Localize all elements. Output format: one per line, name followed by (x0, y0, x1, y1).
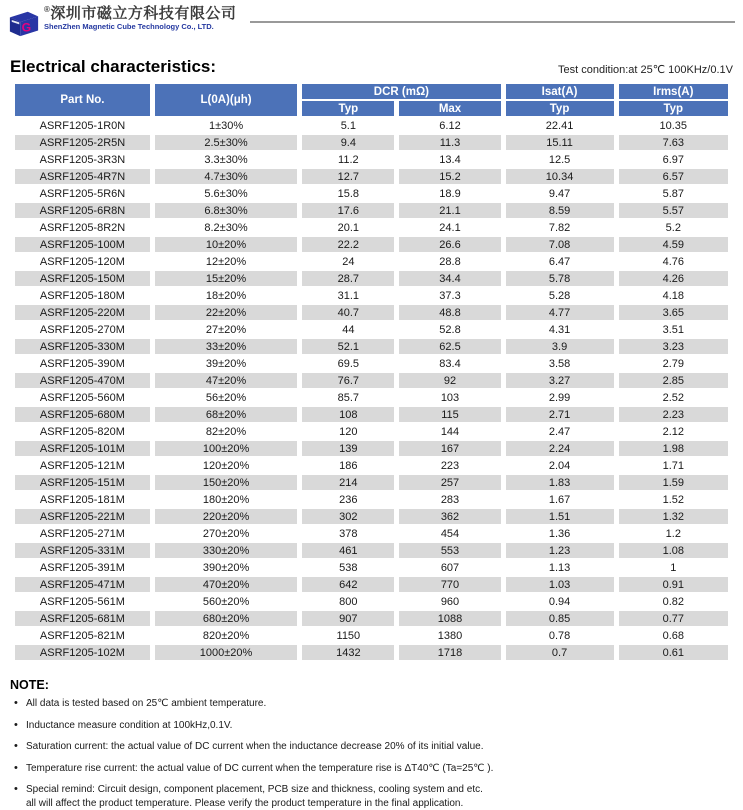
value-cell: 7.08 (506, 237, 614, 252)
value-cell: 5.78 (506, 271, 614, 286)
value-cell: 12.7 (302, 169, 394, 184)
value-cell: 85.7 (302, 390, 394, 405)
table-row (15, 322, 728, 337)
value-cell: 1.03 (506, 577, 614, 592)
value-cell: 5.1 (302, 118, 394, 133)
value-cell: 28.7 (302, 271, 394, 286)
value-cell: 76.7 (302, 373, 394, 388)
value-cell: 28.8 (399, 254, 500, 269)
value-cell: 3.51 (619, 322, 728, 337)
value-cell: 15.2 (399, 169, 500, 184)
part-no-cell: ASRF1205-8R2N (15, 220, 150, 235)
value-cell: 378 (302, 526, 394, 541)
value-cell: 62.5 (399, 339, 500, 354)
value-cell: 3.58 (506, 356, 614, 371)
value-cell: 9.47 (506, 186, 614, 201)
value-cell: 2.23 (619, 407, 728, 422)
value-cell: 4.26 (619, 271, 728, 286)
part-no-cell: ASRF1205-561M (15, 594, 150, 609)
note-item: • Inductance measure condition at 100kHz,0.1V. (12, 720, 743, 733)
value-cell: 13.4 (399, 152, 500, 167)
table-row (15, 475, 728, 490)
part-no-cell: ASRF1205-220M (15, 305, 150, 320)
value-cell: 390±20% (155, 560, 297, 575)
value-cell: 1.23 (506, 543, 614, 558)
value-cell: 8.2±30% (155, 220, 297, 235)
note-list (12, 698, 743, 810)
col-subheader-isat-typ: Typ (506, 101, 614, 116)
col-subheader-dcr-typ: Typ (302, 101, 394, 116)
value-cell: 2.85 (619, 373, 728, 388)
value-cell: 37.3 (399, 288, 500, 303)
logo-cube-icon (8, 8, 40, 43)
value-cell: 4.76 (619, 254, 728, 269)
value-cell: 186 (302, 458, 394, 473)
value-cell: 1150 (302, 628, 394, 643)
part-no-cell: ASRF1205-560M (15, 390, 150, 405)
value-cell: 1 (619, 560, 728, 575)
value-cell: 11.2 (302, 152, 394, 167)
value-cell: 1.83 (506, 475, 614, 490)
value-cell: 800 (302, 594, 394, 609)
table-row (15, 339, 728, 354)
value-cell: 560±20% (155, 594, 297, 609)
value-cell: 17.6 (302, 203, 394, 218)
table-row (15, 509, 728, 524)
value-cell: 3.9 (506, 339, 614, 354)
value-cell: 83.4 (399, 356, 500, 371)
value-cell: 2.71 (506, 407, 614, 422)
value-cell: 2.47 (506, 424, 614, 439)
value-cell: 236 (302, 492, 394, 507)
part-no-cell: ASRF1205-680M (15, 407, 150, 422)
table-row (15, 526, 728, 541)
value-cell: 18±20% (155, 288, 297, 303)
col-header-dcr: DCR (mΩ) (302, 84, 500, 99)
table-row (15, 254, 728, 269)
value-cell: 1.36 (506, 526, 614, 541)
value-cell: 22.2 (302, 237, 394, 252)
part-no-cell: ASRF1205-820M (15, 424, 150, 439)
part-no-cell: ASRF1205-471M (15, 577, 150, 592)
value-cell: 330±20% (155, 543, 297, 558)
col-subheader-irms-typ: Typ (619, 101, 728, 116)
value-cell: 362 (399, 509, 500, 524)
value-cell: 167 (399, 441, 500, 456)
value-cell: 10.34 (506, 169, 614, 184)
value-cell: 15.8 (302, 186, 394, 201)
value-cell: 68±20% (155, 407, 297, 422)
table-row (15, 407, 728, 422)
value-cell: 22.41 (506, 118, 614, 133)
title-row (0, 43, 743, 80)
part-no-cell: ASRF1205-121M (15, 458, 150, 473)
value-cell: 18.9 (399, 186, 500, 201)
value-cell: 607 (399, 560, 500, 575)
part-no-cell: ASRF1205-180M (15, 288, 150, 303)
col-header-isat: Isat(A) (506, 84, 614, 99)
value-cell: 2.12 (619, 424, 728, 439)
header-divider-line (250, 21, 735, 23)
part-no-cell: ASRF1205-331M (15, 543, 150, 558)
value-cell: 5.57 (619, 203, 728, 218)
value-cell: 2.04 (506, 458, 614, 473)
part-no-cell: ASRF1205-151M (15, 475, 150, 490)
value-cell: 1.13 (506, 560, 614, 575)
value-cell: 103 (399, 390, 500, 405)
value-cell: 0.94 (506, 594, 614, 609)
part-no-cell: ASRF1205-391M (15, 560, 150, 575)
value-cell: 1.32 (619, 509, 728, 524)
value-cell: 52.1 (302, 339, 394, 354)
value-cell: 2.24 (506, 441, 614, 456)
value-cell: 44 (302, 322, 394, 337)
value-cell: 3.3±30% (155, 152, 297, 167)
table-row (15, 237, 728, 252)
value-cell: 10±20% (155, 237, 297, 252)
part-no-cell: ASRF1205-470M (15, 373, 150, 388)
value-cell: 40.7 (302, 305, 394, 320)
value-cell: 0.68 (619, 628, 728, 643)
part-no-cell: ASRF1205-390M (15, 356, 150, 371)
table-row (15, 169, 728, 184)
note-item: all will affect the product temperature. Please verify the product temperature in the final application. (12, 798, 743, 810)
value-cell: 454 (399, 526, 500, 541)
value-cell: 0.82 (619, 594, 728, 609)
value-cell: 48.8 (399, 305, 500, 320)
table-row (15, 152, 728, 167)
value-cell: 1.59 (619, 475, 728, 490)
table-row (15, 373, 728, 388)
brand-text (44, 6, 236, 31)
value-cell: 20.1 (302, 220, 394, 235)
value-cell: 120±20% (155, 458, 297, 473)
value-cell: 21.1 (399, 203, 500, 218)
note-heading: NOTE: (10, 678, 743, 692)
brand-band (0, 6, 743, 43)
table-row (15, 118, 728, 133)
value-cell: 22±20% (155, 305, 297, 320)
value-cell: 1.67 (506, 492, 614, 507)
value-cell: 1±30% (155, 118, 297, 133)
value-cell: 4.59 (619, 237, 728, 252)
value-cell: 12±20% (155, 254, 297, 269)
value-cell: 220±20% (155, 509, 297, 524)
value-cell: 56±20% (155, 390, 297, 405)
value-cell: 680±20% (155, 611, 297, 626)
value-cell: 960 (399, 594, 500, 609)
value-cell: 150±20% (155, 475, 297, 490)
value-cell: 92 (399, 373, 500, 388)
value-cell: 0.61 (619, 645, 728, 660)
value-cell: 39±20% (155, 356, 297, 371)
part-no-cell: ASRF1205-221M (15, 509, 150, 524)
value-cell: 0.7 (506, 645, 614, 660)
value-cell: 7.63 (619, 135, 728, 150)
value-cell: 2.5±30% (155, 135, 297, 150)
table-row (15, 271, 728, 286)
table-row (15, 203, 728, 218)
value-cell: 2.79 (619, 356, 728, 371)
value-cell: 4.18 (619, 288, 728, 303)
value-cell: 12.5 (506, 152, 614, 167)
company-name-cn: ®深圳市磁立方科技有限公司 (44, 6, 236, 22)
table-row (15, 441, 728, 456)
value-cell: 214 (302, 475, 394, 490)
value-cell: 1.98 (619, 441, 728, 456)
company-name-en: ShenZhen Magnetic Cube Technology Co., LTD. (44, 23, 236, 31)
value-cell: 0.85 (506, 611, 614, 626)
value-cell: 4.77 (506, 305, 614, 320)
value-cell: 302 (302, 509, 394, 524)
col-header-irms: Irms(A) (619, 84, 728, 99)
part-no-cell: ASRF1205-681M (15, 611, 150, 626)
value-cell: 47±20% (155, 373, 297, 388)
value-cell: 1.52 (619, 492, 728, 507)
value-cell: 5.6±30% (155, 186, 297, 201)
value-cell: 1.51 (506, 509, 614, 524)
value-cell: 6.57 (619, 169, 728, 184)
value-cell: 3.65 (619, 305, 728, 320)
part-no-cell: ASRF1205-101M (15, 441, 150, 456)
value-cell: 82±20% (155, 424, 297, 439)
table-row (15, 356, 728, 371)
value-cell: 4.7±30% (155, 169, 297, 184)
table-row (15, 424, 728, 439)
value-cell: 0.78 (506, 628, 614, 643)
part-no-cell: ASRF1205-330M (15, 339, 150, 354)
table-row (15, 628, 728, 643)
part-no-cell: ASRF1205-181M (15, 492, 150, 507)
value-cell: 33±20% (155, 339, 297, 354)
test-condition-label: Test condition:at 25℃ 100KHz/0.1V (558, 63, 733, 77)
value-cell: 770 (399, 577, 500, 592)
value-cell: 4.31 (506, 322, 614, 337)
value-cell: 3.27 (506, 373, 614, 388)
value-cell: 3.23 (619, 339, 728, 354)
part-no-cell: ASRF1205-3R3N (15, 152, 150, 167)
value-cell: 642 (302, 577, 394, 592)
value-cell: 31.1 (302, 288, 394, 303)
value-cell: 223 (399, 458, 500, 473)
part-no-cell: ASRF1205-5R6N (15, 186, 150, 201)
table-row (15, 135, 728, 150)
table-head (15, 84, 728, 116)
part-no-cell: ASRF1205-1R0N (15, 118, 150, 133)
value-cell: 24 (302, 254, 394, 269)
value-cell: 2.99 (506, 390, 614, 405)
value-cell: 8.59 (506, 203, 614, 218)
table-body (15, 118, 728, 660)
value-cell: 11.3 (399, 135, 500, 150)
value-cell: 34.4 (399, 271, 500, 286)
value-cell: 820±20% (155, 628, 297, 643)
value-cell: 7.82 (506, 220, 614, 235)
table-row (15, 305, 728, 320)
value-cell: 6.47 (506, 254, 614, 269)
table-row (15, 288, 728, 303)
col-header-part-no: Part No. (15, 84, 150, 116)
value-cell: 15±20% (155, 271, 297, 286)
value-cell: 2.52 (619, 390, 728, 405)
value-cell: 120 (302, 424, 394, 439)
value-cell: 1000±20% (155, 645, 297, 660)
value-cell: 27±20% (155, 322, 297, 337)
col-header-inductance: L(0A)(μh) (155, 84, 297, 116)
value-cell: 1.08 (619, 543, 728, 558)
value-cell: 283 (399, 492, 500, 507)
page-title: Electrical characteristics: (10, 57, 216, 77)
value-cell: 461 (302, 543, 394, 558)
value-cell: 1.71 (619, 458, 728, 473)
value-cell: 9.4 (302, 135, 394, 150)
value-cell: 0.77 (619, 611, 728, 626)
part-no-cell: ASRF1205-100M (15, 237, 150, 252)
value-cell: 5.2 (619, 220, 728, 235)
table-row (15, 458, 728, 473)
value-cell: 10.35 (619, 118, 728, 133)
electrical-characteristics-table (10, 82, 733, 662)
value-cell: 5.87 (619, 186, 728, 201)
value-cell: 100±20% (155, 441, 297, 456)
value-cell: 108 (302, 407, 394, 422)
col-subheader-dcr-max: Max (399, 101, 500, 116)
table-row (15, 220, 728, 235)
value-cell: 1432 (302, 645, 394, 660)
table-row (15, 645, 728, 660)
value-cell: 5.28 (506, 288, 614, 303)
value-cell: 69.5 (302, 356, 394, 371)
part-no-cell: ASRF1205-821M (15, 628, 150, 643)
value-cell: 907 (302, 611, 394, 626)
table-row (15, 186, 728, 201)
value-cell: 257 (399, 475, 500, 490)
value-cell: 1.2 (619, 526, 728, 541)
value-cell: 6.8±30% (155, 203, 297, 218)
value-cell: 6.97 (619, 152, 728, 167)
part-no-cell: ASRF1205-150M (15, 271, 150, 286)
table-row (15, 543, 728, 558)
table-row (15, 594, 728, 609)
registered-mark: ® (44, 5, 50, 14)
note-item: • All data is tested based on 25℃ ambient temperature. (12, 698, 743, 711)
value-cell: 180±20% (155, 492, 297, 507)
value-cell: 553 (399, 543, 500, 558)
part-no-cell: ASRF1205-271M (15, 526, 150, 541)
value-cell: 52.8 (399, 322, 500, 337)
part-no-cell: ASRF1205-120M (15, 254, 150, 269)
note-item: • Saturation current: the actual value of DC current when the inductance decrease 20% of its initial value. (12, 741, 743, 754)
part-no-cell: ASRF1205-102M (15, 645, 150, 660)
table-row (15, 390, 728, 405)
note-item: • Temperature rise current: the actual value of DC current when the temperature rise is ΔT40℃ (Ta=25℃ ). (12, 763, 743, 776)
svg-text:G: G (22, 20, 32, 34)
part-no-cell: ASRF1205-2R5N (15, 135, 150, 150)
table-row (15, 611, 728, 626)
value-cell: 139 (302, 441, 394, 456)
note-item: • Special remind: Circuit design, component placement, PCB size and thickness, cooling system and etc. (12, 784, 743, 797)
value-cell: 1718 (399, 645, 500, 660)
value-cell: 15.11 (506, 135, 614, 150)
table-row (15, 577, 728, 592)
value-cell: 1088 (399, 611, 500, 626)
value-cell: 270±20% (155, 526, 297, 541)
table-row (15, 492, 728, 507)
part-no-cell: ASRF1205-270M (15, 322, 150, 337)
value-cell: 26.6 (399, 237, 500, 252)
table-row (15, 560, 728, 575)
value-cell: 6.12 (399, 118, 500, 133)
part-no-cell: ASRF1205-4R7N (15, 169, 150, 184)
value-cell: 115 (399, 407, 500, 422)
part-no-cell: ASRF1205-6R8N (15, 203, 150, 218)
value-cell: 470±20% (155, 577, 297, 592)
value-cell: 24.1 (399, 220, 500, 235)
value-cell: 1380 (399, 628, 500, 643)
value-cell: 144 (399, 424, 500, 439)
value-cell: 538 (302, 560, 394, 575)
value-cell: 0.91 (619, 577, 728, 592)
